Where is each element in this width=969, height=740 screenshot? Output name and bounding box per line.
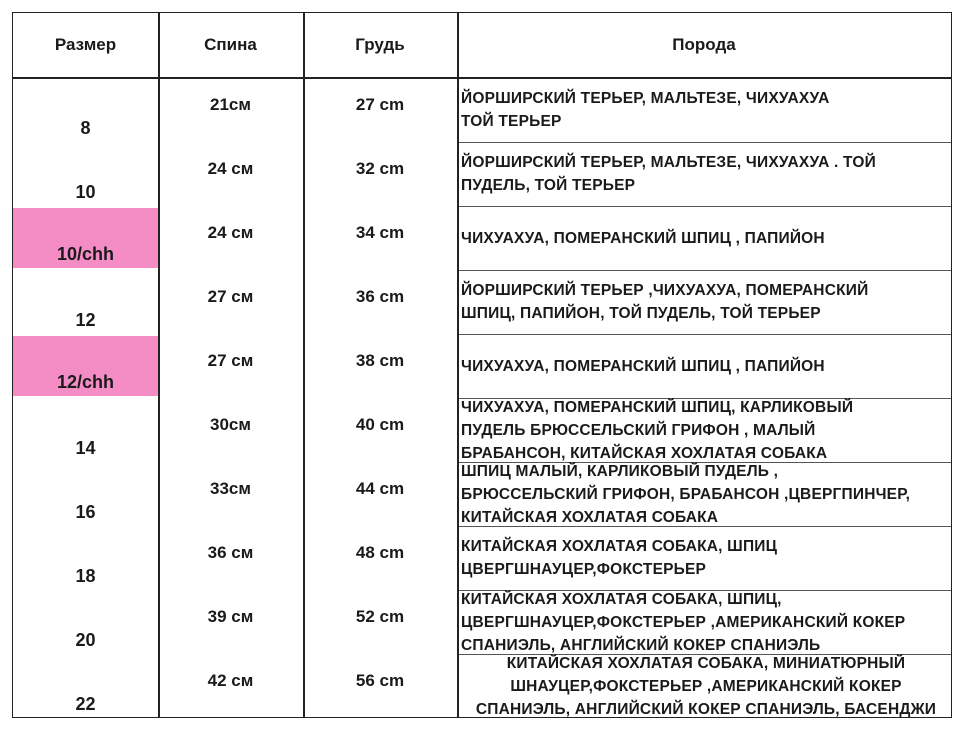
back-value: 39 см bbox=[207, 607, 254, 626]
chest-value: 52 cm bbox=[355, 607, 405, 626]
size-value: 20 bbox=[75, 630, 96, 650]
size-cell bbox=[13, 654, 158, 718]
size-value: 16 bbox=[75, 502, 96, 522]
size-cell bbox=[13, 336, 158, 396]
breed-value: КИТАЙСКАЯ ХОХЛАТАЯ СОБАКА, ШПИЦ ЦВЕРГШНАУЦЕР,ФОКСТЕРЬЕР bbox=[461, 538, 778, 578]
size-value: 22 bbox=[75, 694, 96, 714]
back-value: 30см bbox=[210, 415, 251, 434]
header-row bbox=[13, 13, 951, 77]
breed-value: ЧИХУАХУА, ПОМЕРАНСКИЙ ШПИЦ , ПАПИЙОН bbox=[461, 357, 825, 375]
header-chest: Грудь bbox=[355, 35, 405, 54]
size-cell bbox=[13, 526, 158, 590]
back-value: 21см bbox=[210, 95, 251, 114]
size-table bbox=[12, 12, 952, 718]
size-value: 18 bbox=[75, 566, 96, 586]
table-row bbox=[13, 270, 951, 334]
chest-value: 32 cm bbox=[355, 159, 405, 178]
chest-value: 56 cm bbox=[355, 671, 405, 690]
back-value: 36 см bbox=[207, 543, 254, 562]
size-cell bbox=[13, 462, 158, 526]
back-value: 33см bbox=[210, 479, 251, 498]
header-back: Спина bbox=[204, 35, 257, 54]
table-row bbox=[13, 334, 951, 398]
size-cell bbox=[13, 398, 158, 462]
size-value: 10 bbox=[75, 182, 96, 202]
back-value: 42 см bbox=[207, 671, 254, 690]
table-row bbox=[13, 590, 951, 654]
back-value: 24 см bbox=[207, 223, 254, 242]
size-cell bbox=[13, 270, 158, 334]
size-cell bbox=[13, 142, 158, 206]
size-value: 12/chh bbox=[56, 372, 115, 392]
column-divider-2 bbox=[303, 13, 305, 717]
breed-value: ЧИХУАХУА, ПОМЕРАНСКИЙ ШПИЦ, КАРЛИКОВЫЙ ПУДЕЛЬ БРЮССЕЛЬСКИЙ ГРИФОН , МАЛЫЙ БРАБАНСОН, КИТАЙСКАЯ ХОХЛАТАЯ СОБАКА bbox=[461, 398, 854, 462]
chest-value: 44 cm bbox=[355, 479, 405, 498]
breed-value: ЧИХУАХУА, ПОМЕРАНСКИЙ ШПИЦ , ПАПИЙОН bbox=[461, 229, 825, 247]
column-divider-1 bbox=[158, 13, 160, 717]
chest-value: 40 cm bbox=[355, 415, 405, 434]
chest-value: 27 cm bbox=[355, 95, 405, 114]
header-breed: Порода bbox=[672, 35, 736, 54]
table-row bbox=[13, 206, 951, 270]
size-cell bbox=[13, 590, 158, 654]
breed-value: ЙОРШИРСКИЙ ТЕРЬЕР, МАЛЬТЕЗЕ, ЧИХУАХУА ТОЙ ТЕРЬЕР bbox=[461, 90, 830, 130]
chest-value: 34 cm bbox=[355, 223, 405, 242]
table-row bbox=[13, 654, 951, 718]
size-value: 10/chh bbox=[56, 244, 115, 264]
chest-value: 48 cm bbox=[355, 543, 405, 562]
table-row bbox=[13, 142, 951, 206]
table-row bbox=[13, 398, 951, 462]
header-size: Размер bbox=[54, 35, 117, 54]
chest-value: 38 cm bbox=[355, 351, 405, 370]
size-value: 14 bbox=[75, 438, 96, 458]
size-value: 12 bbox=[75, 310, 96, 330]
size-value: 8 bbox=[80, 118, 91, 138]
breed-value: ЙОРШИРСКИЙ ТЕРЬЕР, МАЛЬТЕЗЕ, ЧИХУАХУА . ТОЙ ПУДЕЛЬ, ТОЙ ТЕРЬЕР bbox=[461, 154, 876, 194]
column-divider-3 bbox=[457, 13, 459, 717]
chest-value: 36 cm bbox=[355, 287, 405, 306]
back-value: 27 см bbox=[207, 351, 254, 370]
size-cell bbox=[13, 78, 158, 142]
table-row bbox=[13, 462, 951, 526]
breed-value: КИТАЙСКАЯ ХОХЛАТАЯ СОБАКА, ШПИЦ, ЦВЕРГШНАУЦЕР,ФОКСТЕРЬЕР ,АМЕРИКАНСКИЙ КОКЕР СПАНИЭЛЬ, АНГЛИЙСКИЙ КОКЕР СПАНИЭЛЬ bbox=[461, 590, 906, 654]
size-cell bbox=[13, 208, 158, 268]
breed-value: ШПИЦ МАЛЫЙ, КАРЛИКОВЫЙ ПУДЕЛЬ , БРЮССЕЛЬСКИЙ ГРИФОН, БРАБАНСОН ,ЦВЕРГПИНЧЕР, КИТАЙСКАЯ ХОХЛАТАЯ СОБАКА bbox=[461, 462, 911, 526]
back-value: 27 см bbox=[207, 287, 254, 306]
back-value: 24 см bbox=[207, 159, 254, 178]
breed-value: ЙОРШИРСКИЙ ТЕРЬЕР ,ЧИХУАХУА, ПОМЕРАНСКИЙ ШПИЦ, ПАПИЙОН, ТОЙ ПУДЕЛЬ, ТОЙ ТЕРЬЕР bbox=[461, 282, 869, 322]
table-row bbox=[13, 526, 951, 590]
table-row bbox=[13, 78, 951, 142]
breed-value: КИТАЙСКАЯ ХОХЛАТАЯ СОБАКА, МИНИАТЮРНЫЙ ШНАУЦЕР,ФОКСТЕРЬЕР ,АМЕРИКАНСКИЙ КОКЕР СПАНИЭЛЬ, АНГЛИЙСКИЙ КОКЕР СПАНИЭЛЬ, БАСЕНДЖИ bbox=[475, 654, 937, 718]
